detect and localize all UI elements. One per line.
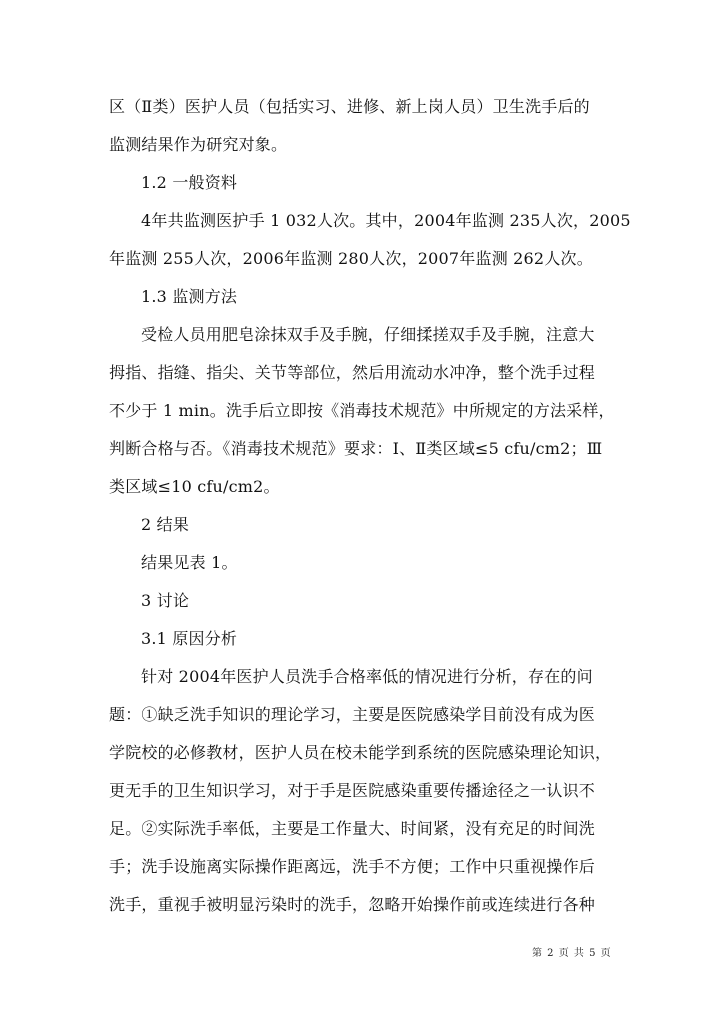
paragraph-line: 类区域≤10 cfu/cm2。 <box>109 477 280 496</box>
paragraph-line: 学院校的必修教材，医护人员在校未能学到系统的医院感染理论知识， <box>109 743 612 762</box>
paragraph-line: 题：①缺乏洗手知识的理论学习，主要是医院感染学目前没有成为医 <box>109 705 596 724</box>
paragraph-line: 更无手的卫生知识学习，对于手是医院感染重要传播途径之一认识不 <box>109 781 596 800</box>
paragraph-line: 年监测 255人次，2006年监测 280人次，2007年监测 262人次。 <box>109 249 593 268</box>
paragraph-line: 结果见表 1。 <box>141 553 238 572</box>
paragraph-line: 足。②实际洗手率低，主要是工作量大、时间紧，没有充足的时间洗 <box>109 819 596 838</box>
section-heading-1-3: 1.3 监测方法 <box>141 287 238 306</box>
paragraph-line: 区（Ⅱ类）医护人员（包括实习、进修、新上岗人员）卫生洗手后的 <box>109 97 590 116</box>
paragraph-line: 拇指、指缝、指尖、关节等部位，然后用流动水冲净，整个洗手过程 <box>109 363 596 382</box>
section-heading-1-2: 1.2 一般资料 <box>141 173 238 192</box>
paragraph-line: 判断合格与否。《消毒技术规范》要求：Ⅰ、Ⅱ类区域≤5 cfu/cm2；Ⅲ <box>109 439 603 458</box>
section-heading-3-1: 3.1 原因分析 <box>141 629 238 648</box>
paragraph-line: 监测结果作为研究对象。 <box>109 135 288 154</box>
page-number: 第 2 页 共 5 页 <box>532 948 612 959</box>
section-heading-3: 3 讨论 <box>141 591 190 610</box>
paragraph-line: 手；洗手设施离实际操作距离远，洗手不方便；工作中只重视操作后 <box>109 857 596 876</box>
section-heading-2: 2 结果 <box>141 515 190 534</box>
body-text <box>109 88 631 924</box>
paragraph-line: 受检人员用肥皂涂抹双手及手腕，仔细揉搓双手及手腕，注意大 <box>141 325 595 344</box>
paragraph-line: 针对 2004年医护人员洗手合格率低的情况进行分析，存在的问 <box>141 667 593 686</box>
paragraph-line: 4年共监测医护手 1 032人次。其中，2004年监测 235人次，2005 <box>141 211 631 230</box>
paragraph-line: 不少于 1 min。洗手后立即按《消毒技术规范》中所规定的方法采样， <box>109 401 615 420</box>
paragraph-line: 洗手，重视手被明显污染时的洗手，忽略开始操作前或连续进行各种 <box>109 895 596 914</box>
